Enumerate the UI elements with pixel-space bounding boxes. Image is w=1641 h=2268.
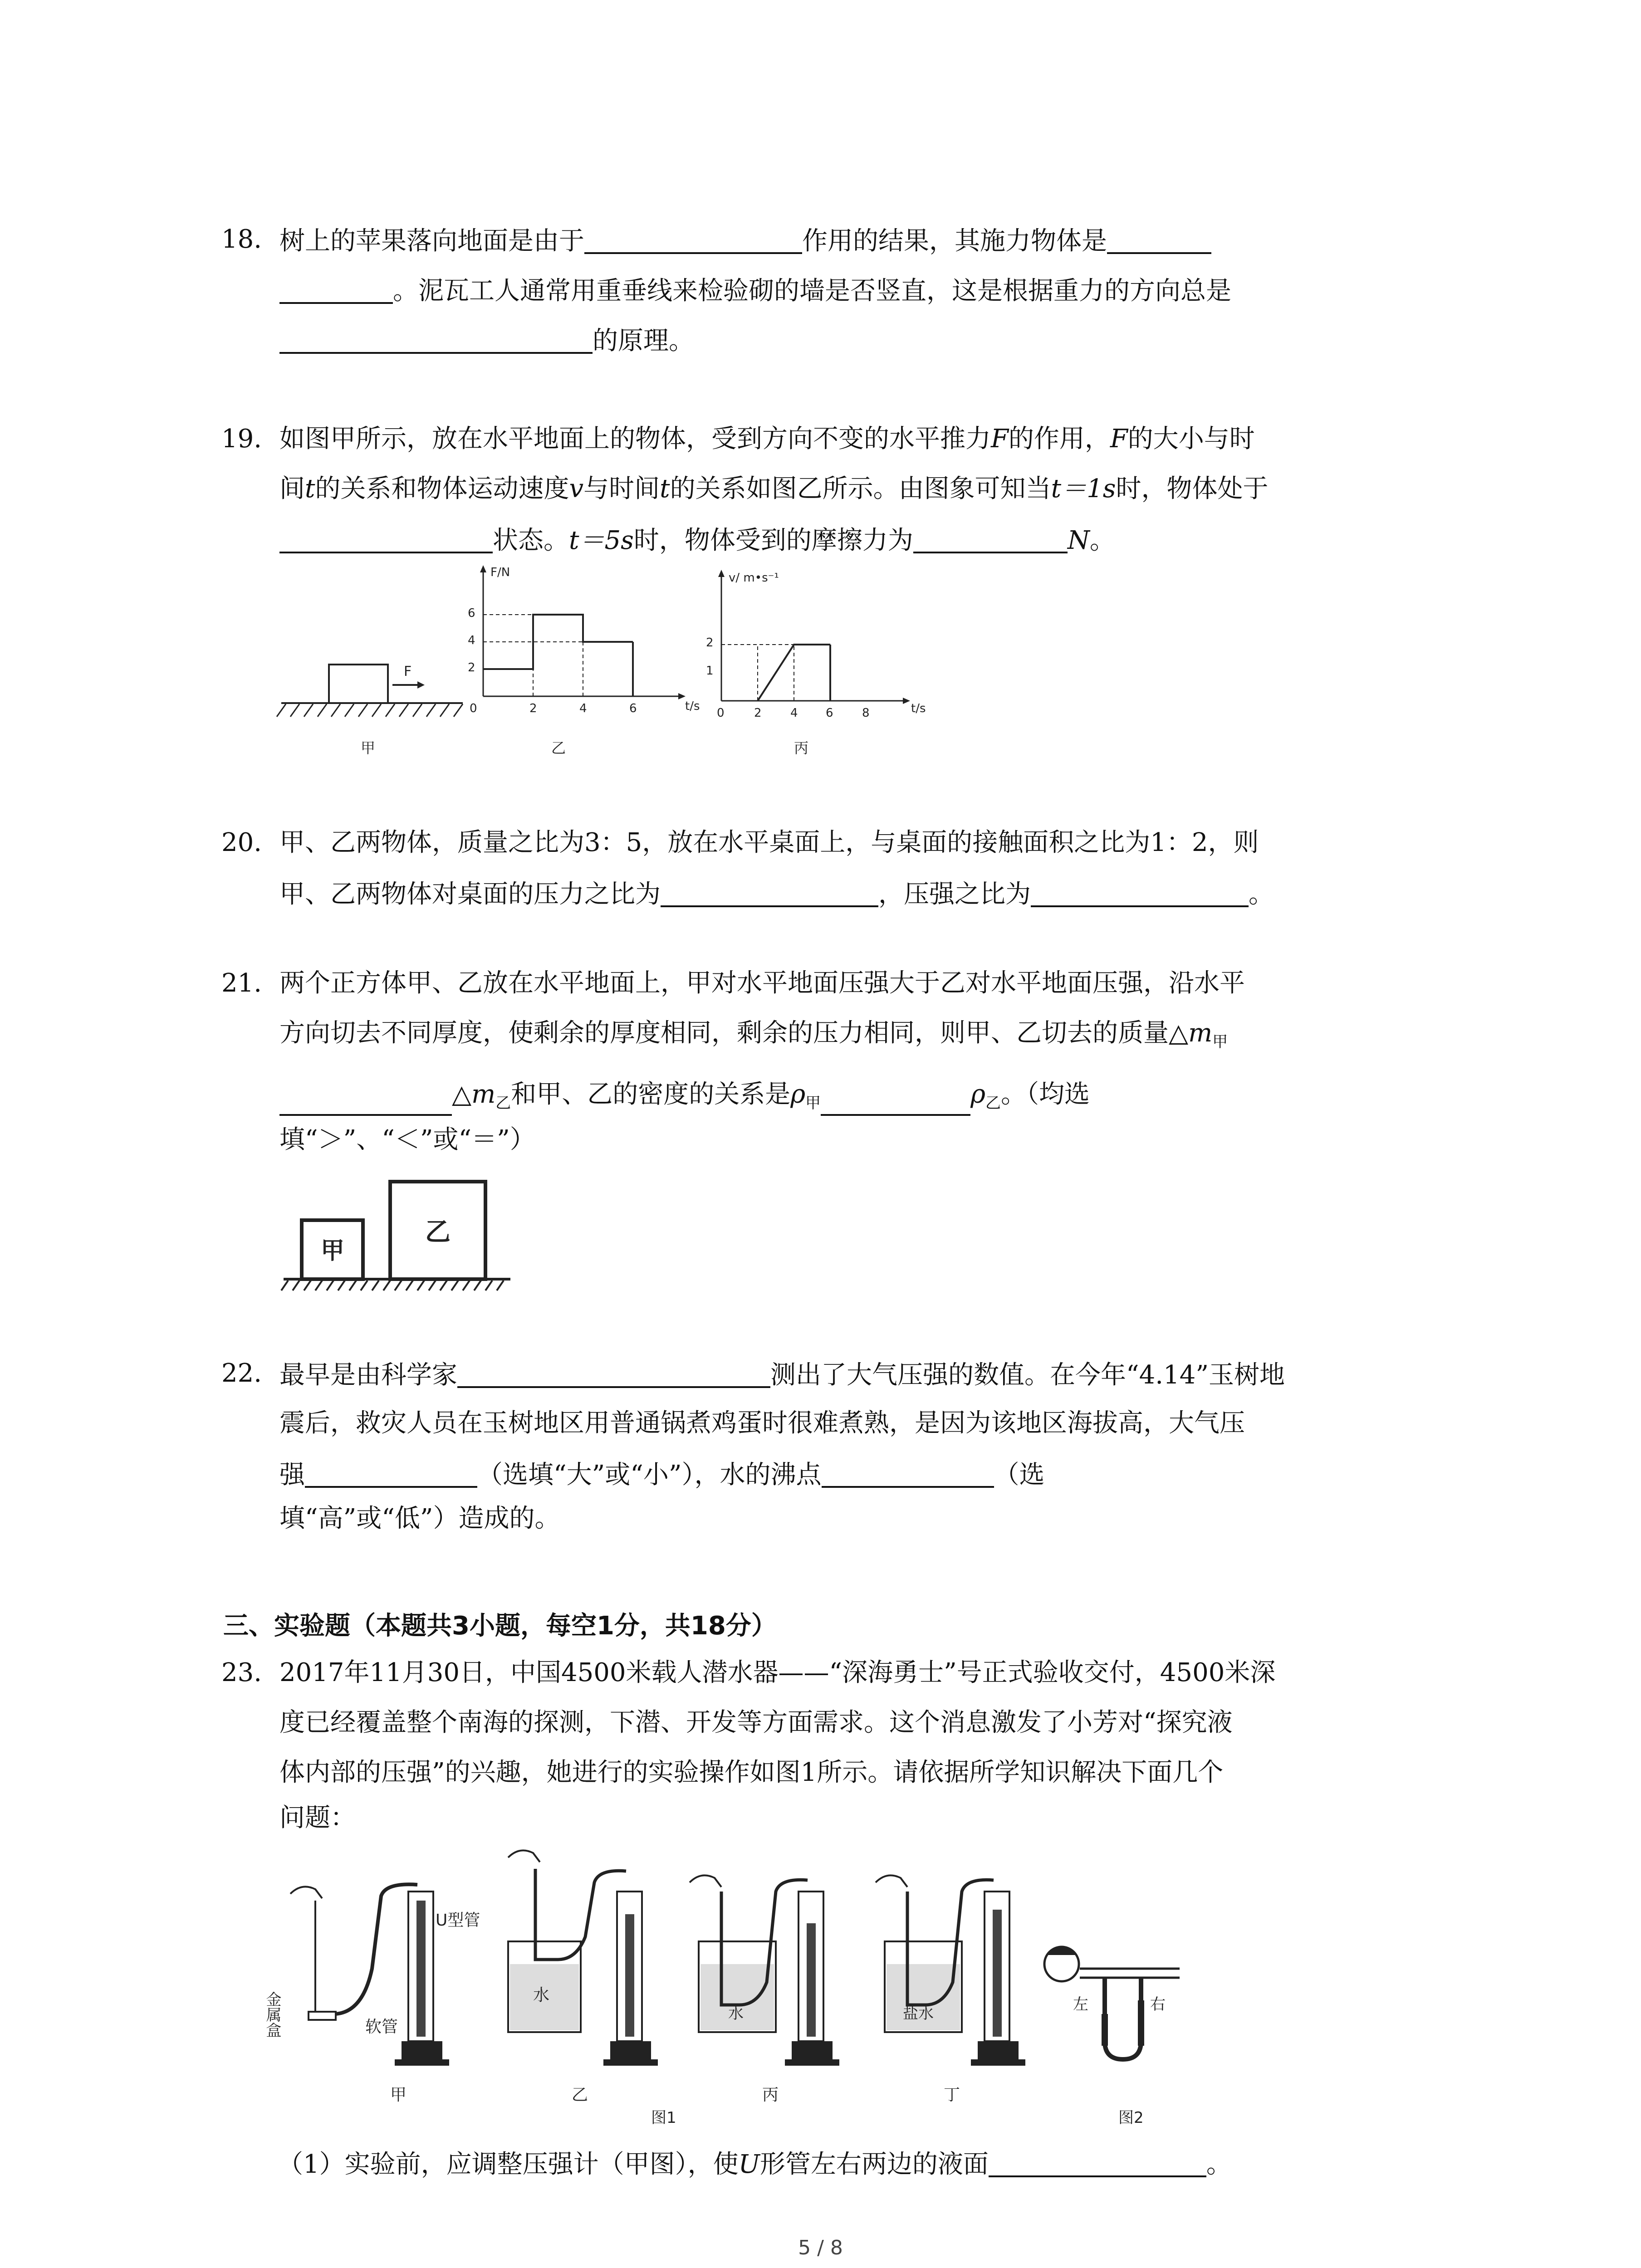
water-label: 水 xyxy=(533,1986,550,2004)
chart-v-t xyxy=(706,570,926,757)
fig19-label-yi: 乙 xyxy=(551,739,566,757)
fig23-label-jia: 甲 xyxy=(390,2086,407,2104)
answer-blank[interactable] xyxy=(279,327,593,354)
v-axis-label: v/ m•s⁻¹ xyxy=(729,571,779,585)
apparatus-yi xyxy=(508,1850,658,2104)
section-heading: 三、实验题（本题共3小题，每空1分，共18分） xyxy=(223,1611,777,1641)
apparatus-ding xyxy=(876,1875,1025,2104)
tick-label: 0 xyxy=(717,706,725,720)
page-number: 5 / 8 xyxy=(798,2236,843,2259)
figure-21 xyxy=(279,1170,515,1306)
v-t-plot xyxy=(721,645,830,701)
tick-label: 2 xyxy=(529,702,537,715)
answer-blank[interactable] xyxy=(822,1461,994,1488)
tick-label: 2 xyxy=(706,636,714,650)
fig19-label-bing: 丙 xyxy=(794,739,809,757)
figure-23 xyxy=(263,1833,1189,2127)
apparatus-jia xyxy=(263,1884,480,2104)
answer-blank[interactable] xyxy=(989,2150,1206,2177)
question-number: 19. xyxy=(221,424,262,454)
fig2-caption: 图2 xyxy=(1118,2109,1144,2127)
answer-blank[interactable] xyxy=(305,1461,477,1488)
tick-label: 2 xyxy=(468,661,475,675)
x-unit-label: t/s xyxy=(685,699,700,713)
question-number: 22. xyxy=(221,1359,262,1388)
tick-label: 4 xyxy=(790,706,798,720)
answer-blank[interactable] xyxy=(457,1361,770,1388)
tick-label: 4 xyxy=(579,702,587,715)
u-tube-label: U型管 xyxy=(436,1911,480,1930)
fig23-label-yi: 乙 xyxy=(572,2086,588,2104)
salt-water-label: 盐水 xyxy=(903,2004,934,2023)
tick-label: 6 xyxy=(468,606,475,620)
question-number: 21. xyxy=(221,968,262,998)
tick-label: 8 xyxy=(862,706,870,720)
right-label: 右 xyxy=(1150,1995,1166,2014)
fig19-block-diagram xyxy=(277,664,463,757)
fig23-label-bing: 丙 xyxy=(762,2086,779,2104)
metal-box-label: 金属盒 xyxy=(263,1991,281,2038)
force-label: F xyxy=(404,664,412,679)
water-label: 水 xyxy=(728,2004,744,2023)
answer-blank[interactable] xyxy=(584,227,802,254)
figure-2-u-tube xyxy=(1044,1946,1180,2059)
answer-blank[interactable] xyxy=(913,526,1068,553)
answer-blank[interactable] xyxy=(279,1089,452,1116)
answer-blank[interactable] xyxy=(1031,880,1249,907)
chart-f-t xyxy=(468,565,700,757)
cube-yi-label: 乙 xyxy=(425,1217,451,1247)
tick-label: 1 xyxy=(706,664,714,678)
tick-label: 6 xyxy=(629,702,637,715)
fig23-label-ding: 丁 xyxy=(944,2086,960,2104)
question-number: 23. xyxy=(221,1658,262,1687)
cube-jia-label: 甲 xyxy=(321,1237,345,1265)
hose-label: 软管 xyxy=(365,2018,398,2036)
tick-label: 4 xyxy=(468,634,475,647)
tick-label: 6 xyxy=(826,706,833,720)
f-t-plot xyxy=(483,615,633,696)
tick-label: 0 xyxy=(470,702,477,715)
question-number: 18. xyxy=(221,225,262,254)
fig1-caption: 图1 xyxy=(651,2109,676,2127)
left-label: 左 xyxy=(1073,1995,1088,2014)
x-unit-label: t/s xyxy=(911,702,926,715)
tick-label: 2 xyxy=(754,706,762,720)
answer-blank[interactable] xyxy=(661,880,878,907)
answer-blank[interactable] xyxy=(279,526,493,553)
fig19-label-jia: 甲 xyxy=(361,739,376,757)
block xyxy=(329,665,388,703)
answer-blank[interactable] xyxy=(279,277,393,304)
answer-blank[interactable] xyxy=(821,1089,970,1116)
figure-19 xyxy=(272,562,944,771)
apparatus-bing xyxy=(690,1875,839,2104)
question-number: 20. xyxy=(221,828,262,857)
f-axis-label: F/N xyxy=(490,566,510,579)
answer-blank[interactable] xyxy=(1107,227,1211,254)
